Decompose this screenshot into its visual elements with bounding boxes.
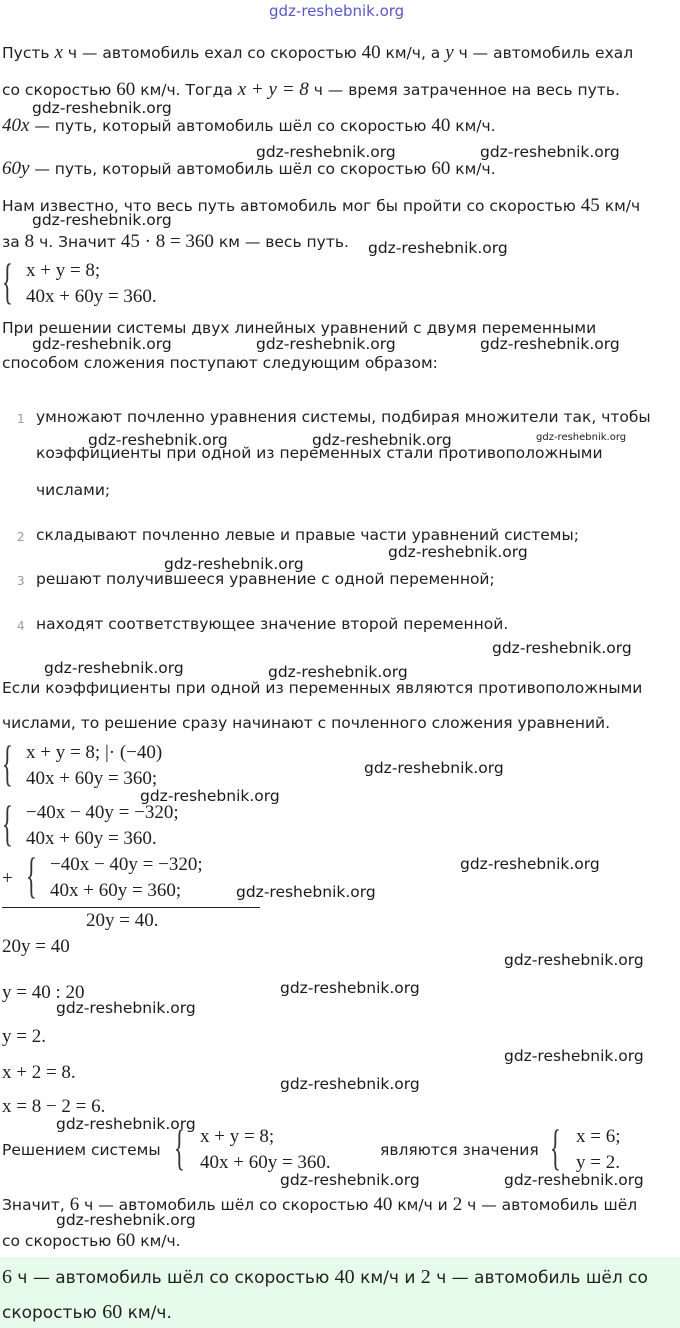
paragraph-intro-line-5: Нам известно, что весь путь автомобиль мог бы пройти со скоростью 45 км/ч <box>2 195 641 216</box>
step-2-line-1: складывают почленно левые и правые части уравнений системы; <box>36 526 579 544</box>
watermark: gdz-reshebnik.org <box>312 431 452 449</box>
system2-eq-2: 40x + 60y = 360; <box>26 768 158 789</box>
watermark: gdz-reshebnik.org <box>56 1115 196 1133</box>
solve-line-3: y = 2. <box>2 1026 46 1047</box>
paragraph-intro-line-2: со скоростью 60 км/ч. Тогда x + y = 8 ч — время затраченное на весь путь. <box>2 79 620 100</box>
step-number: 3 <box>17 574 25 588</box>
system-brace: { <box>550 1119 561 1175</box>
watermark: gdz-reshebnik.org <box>388 543 528 561</box>
system-brace: { <box>2 795 13 851</box>
solution-system-eq-2: 40x + 60y = 360. <box>200 1152 331 1173</box>
solve-line-2: y = 40 : 20 <box>2 982 85 1003</box>
paragraph-intro-line-6: за 8 ч. Значит 45 · 8 = 360 км — весь путь. <box>2 231 349 252</box>
system-brace: { <box>2 735 13 791</box>
step-number: 4 <box>17 619 25 633</box>
system3-eq-1: −40x − 40y = −320; <box>26 802 179 823</box>
paragraph-intro-line-1: Пусть x ч — автомобиль ехал со скоростью 40 км/ч, а y ч — автомобиль ехал <box>2 42 634 63</box>
answer-block <box>0 1257 680 1328</box>
step-number: 2 <box>17 530 25 544</box>
answer-line-1: 6 ч — автомобиль шёл со скоростью 40 км/ч и 2 ч — автомобиль шёл со <box>2 1266 648 1288</box>
watermark: gdz-reshebnik.org <box>480 335 620 353</box>
system4-eq-1: −40x − 40y = −320; <box>50 854 203 875</box>
solution-middle: являются значения <box>380 1141 539 1159</box>
addition-line <box>2 907 260 908</box>
method-intro-line-1: При решении системы двух линейных уравнений с двумя переменными <box>2 319 597 337</box>
watermark: gdz-reshebnik.org <box>280 1171 420 1189</box>
watermark: gdz-reshebnik.org <box>256 143 396 161</box>
step-1-line-2: коэффициенты при одной из переменных стали противоположными <box>36 444 603 462</box>
watermark: gdz-reshebnik.org <box>256 335 396 353</box>
watermark: gdz-reshebnik.org <box>88 431 228 449</box>
watermark: gdz-reshebnik.org <box>44 659 184 677</box>
watermark: gdz-reshebnik.org <box>280 1075 420 1093</box>
addition-result: 20y = 40. <box>86 910 159 931</box>
system4-eq-2: 40x + 60y = 360; <box>50 880 182 901</box>
watermark: gdz-reshebnik.org <box>236 883 376 901</box>
step-4-line-1: находят соответствующее значение второй переменной. <box>36 615 509 633</box>
watermark: gdz-reshebnik.org <box>460 855 600 873</box>
watermark: gdz-reshebnik.org <box>32 211 172 229</box>
watermark: gdz-reshebnik.org <box>504 951 644 969</box>
system-brace: { <box>2 253 13 309</box>
solution-prefix: Решением системы <box>2 1141 161 1159</box>
watermark: gdz-reshebnik.org <box>364 759 504 777</box>
method-intro-line-2: способом сложения поступают следующим образом: <box>2 354 438 372</box>
solve-line-5: x = 8 − 2 = 6. <box>2 1096 106 1117</box>
opposite-coeff-line-1: Если коэффициенты при одной из переменных являются противоположными <box>2 679 643 697</box>
answer-line-2: скоростью 60 км/ч. <box>2 1301 172 1323</box>
site-header-link[interactable]: gdz-reshebnik.org <box>269 2 405 20</box>
watermark: gdz-reshebnik.org <box>32 99 172 117</box>
system3-eq-2: 40x + 60y = 360. <box>26 828 157 849</box>
solution-value-y: y = 2. <box>576 1152 620 1173</box>
system1-eq-1: x + y = 8; <box>26 260 101 281</box>
system-brace: { <box>174 1119 185 1175</box>
system2-eq-1: x + y = 8; |· (−40) <box>26 742 163 763</box>
paragraph-intro-line-4: 60y — путь, который автомобиль шёл со скоростью 60 км/ч. <box>2 158 496 179</box>
conclusion-line-2: со скоростью 60 км/ч. <box>2 1230 181 1251</box>
watermark: gdz-reshebnik.org <box>164 555 304 573</box>
plus-sign: + <box>2 868 13 889</box>
step-1-line-3: числами; <box>36 481 111 499</box>
watermark: gdz-reshebnik.org <box>268 663 408 681</box>
solve-line-1: 20y = 40 <box>2 936 70 957</box>
watermark: gdz-reshebnik.org <box>56 999 196 1017</box>
conclusion-line-1: Значит, 6 ч — автомобиль шёл со скоростью 40 км/ч и 2 ч — автомобиль шёл <box>2 1194 638 1215</box>
solution-system-eq-1: x + y = 8; <box>200 1126 275 1147</box>
step-number: 1 <box>17 412 25 426</box>
watermark: gdz-reshebnik.org <box>504 1047 644 1065</box>
solution-value-x: x = 6; <box>576 1126 621 1147</box>
watermark: gdz-reshebnik.org <box>536 432 627 443</box>
watermark: gdz-reshebnik.org <box>280 979 420 997</box>
step-3-line-1: решают получившееся уравнение с одной переменной; <box>36 570 495 588</box>
step-1-line-1: умножают почленно уравнения системы, подбирая множители так, чтобы <box>36 408 651 426</box>
watermark: gdz-reshebnik.org <box>32 335 172 353</box>
watermark: gdz-reshebnik.org <box>140 787 280 805</box>
watermark: gdz-reshebnik.org <box>504 1171 644 1189</box>
paragraph-intro-line-3: 40x — путь, который автомобиль шёл со скоростью 40 км/ч. <box>2 115 496 136</box>
watermark: gdz-reshebnik.org <box>492 639 632 657</box>
opposite-coeff-line-2: числами, то решение сразу начинают с почленного сложения уравнений. <box>2 714 611 732</box>
watermark: gdz-reshebnik.org <box>56 1211 196 1229</box>
watermark: gdz-reshebnik.org <box>368 239 508 257</box>
watermark: gdz-reshebnik.org <box>480 143 620 161</box>
system1-eq-2: 40x + 60y = 360. <box>26 286 157 307</box>
solve-line-4: x + 2 = 8. <box>2 1062 76 1083</box>
system-brace: { <box>26 847 37 903</box>
